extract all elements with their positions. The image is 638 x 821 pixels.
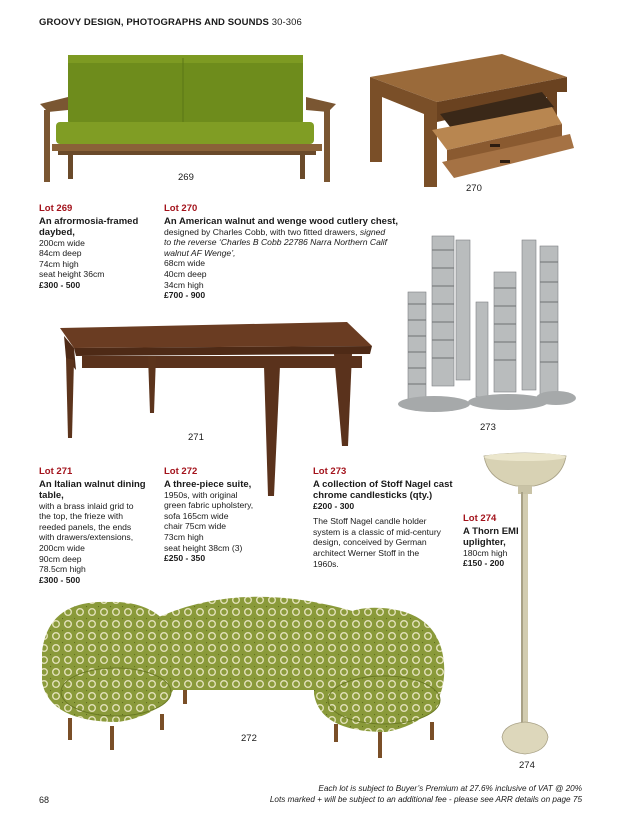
figure-label-274: 274 [519,760,535,771]
figure-label-269: 269 [178,172,194,183]
lot-269-dim: 200cm wide [39,237,85,248]
lot-273-note: system is a classic of mid-century [313,526,441,537]
header-lot-range: 30-306 [271,17,302,28]
lot-270-dim: 68cm wide [164,258,206,269]
lot-271-description [39,467,151,585]
lot-270-number: Lot 270 [164,203,198,214]
lot-274-title: A Thorn EMI uplighter, [463,525,519,548]
lot-272-dim: seat height 38cm (3) [164,542,243,553]
uplighter-image [482,452,568,757]
daybed-image [38,52,338,182]
lot-271-dim: 90cm deep [39,553,82,564]
lot-269-number: Lot 269 [39,203,73,214]
figure-label-272: 272 [241,733,257,744]
lot-271-detail: reeded panels, the ends [39,521,132,532]
lot-269-dim: 84cm deep [39,248,82,259]
lot-269-estimate: £300 - 500 [39,279,81,290]
lot-272-dim: chair 75cm wide [164,521,227,532]
lot-271-number: Lot 271 [39,466,73,477]
lot-273-description [313,467,453,569]
footer-notes [182,783,582,805]
cutlery-chest-image [362,52,574,192]
figure-label-271: 271 [188,432,204,443]
lot-269-title: An afrormosia-framed daybed, [39,215,139,238]
lot-271-estimate: £300 - 500 [39,574,81,585]
lot-272-description [164,467,284,564]
lot-270-signature: walnut AF Wenge’, [164,247,236,258]
lot-270-signature: signed [359,226,386,237]
lot-270-desc: designed by Charles Cobb, with two fitted drawers, [164,226,358,237]
lot-271-detail: with drawers/extensions, [39,532,134,543]
lot-271-title: An Italian walnut dining table, [39,478,146,501]
lot-274-number: Lot 274 [463,513,497,524]
lot-269-dim: 74cm high [39,258,79,269]
lot-270-dim: 34cm high [164,279,204,290]
lot-271-detail: the top, the frieze with [39,511,124,522]
lot-273-note: The Stoff Nagel candle holder [313,516,427,527]
lot-273-number: Lot 273 [313,466,347,477]
lot-272-dim: 73cm high [164,531,204,542]
lot-273-note: design, conceived by German [313,537,427,548]
lot-274-dim: 180cm high [463,547,508,558]
lot-271-detail: with a brass inlaid grid to [39,500,134,511]
page-header [39,17,302,28]
lot-270-signature: to the reverse ‘Charles B Cobb 22786 Narra Northern Calif [164,237,388,248]
lot-271-dim: 78.5cm high [39,564,86,575]
lot-269-dim: seat height 36cm [39,269,105,280]
lot-274-estimate: £150 - 200 [463,558,505,569]
lot-272-title: A three-piece suite, [164,478,252,490]
header-title: GROOVY DESIGN, PHOTOGRAPHS AND SOUNDS [39,17,269,28]
lot-273-note: architect Werner Stoff in the [313,547,420,558]
lot-273-estimate: £200 - 300 [313,500,355,511]
lot-273-note: 1960s. [313,558,339,569]
lot-272-number: Lot 272 [164,466,198,477]
lot-270-estimate: £700 - 900 [164,290,206,301]
lot-270-dim: 40cm deep [164,268,207,279]
lot-272-dim: sofa 165cm wide [164,510,229,521]
lot-270-description [164,204,414,301]
figure-label-273: 273 [480,422,496,433]
lot-271-dim: 200cm wide [39,542,85,553]
lot-272-detail: green fabric upholstery, [164,500,254,511]
page-number: 68 [39,795,50,805]
lot-272-detail: 1950s, with original [164,489,238,500]
lot-270-title: An American walnut and wenge wood cutlery chest, [164,215,399,227]
buyers-premium-note: Each lot is subject to Buyer’s Premium at 27.6% inclusive of VAT @ 20% [318,784,582,793]
arr-fee-note: Lots marked + will be subject to an additional fee - please see ARR details on page 75 [269,795,582,804]
candlesticks-image [398,232,576,417]
lot-272-estimate: £250 - 350 [164,553,206,564]
lot-273-title: A collection of Stoff Nagel cast chrome candlesticks (qty.) [313,478,453,501]
figure-label-270: 270 [466,183,482,194]
lot-269-description [39,204,149,291]
